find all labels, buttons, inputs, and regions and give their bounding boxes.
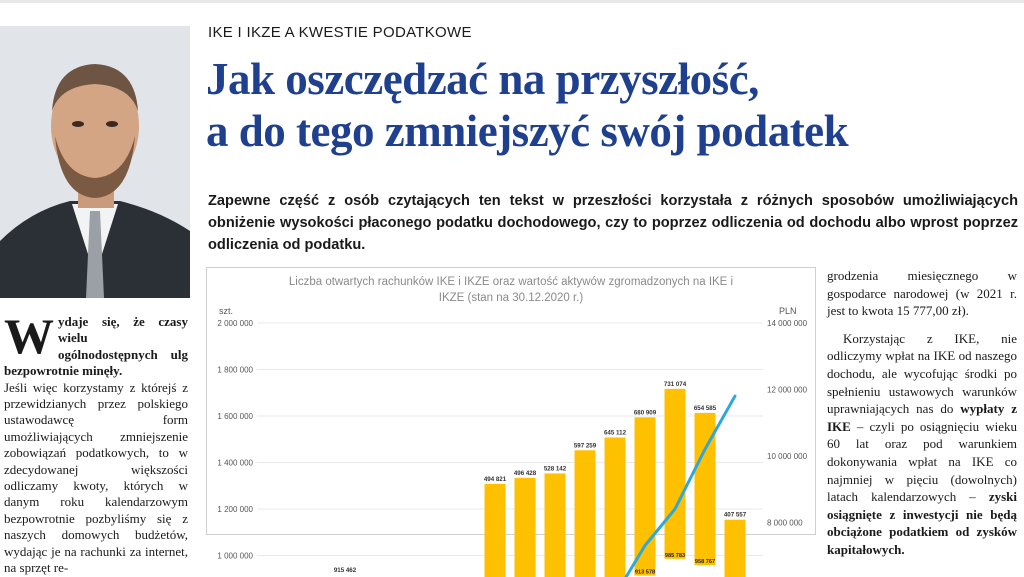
bar-ikze-label: 407 557 <box>723 511 747 519</box>
left-body-text: Jeśli więc korzystamy z którejś z przewidzianych przez polskiego ustawodawcę form umożliwiających zmniejszenie zobowiązań podatkowych, to w zdecydowanej większości odliczamy kwoty, których w danym roku kalendarzowym bezpowrotnie pozbyliśmy się z naszych domowych budżetów, wydając je na rachunki za internet, na sprzęt re- <box>4 379 188 576</box>
bar-ikze <box>485 484 506 577</box>
bar-ikze-label: 597 259 <box>573 442 597 450</box>
section-label: IKE I IKZE A KWESTIE PODATKOWE <box>208 24 472 41</box>
right-p2-text-b: – czyli po osiągnięciu wieku 60 lat oraz pod warunkiem dokonywania wpłat na IKE co najmniej w pięciu (dowolnych) latach kalendarzowych – <box>827 418 1017 505</box>
page-top-rule <box>0 0 1024 3</box>
article-headline <box>206 53 1021 157</box>
bar-ikze-label: 645 112 <box>603 429 627 437</box>
y-right-tick: 10 000 000 <box>767 451 808 461</box>
bar-ikze-label: 680 909 <box>633 409 657 417</box>
y-left-tick: 1 800 000 <box>217 365 253 375</box>
right-p2-bold-b: zyski osiągnięte z inwestycji nie będą obciążone podatkiem od zysków kapitałowych. <box>827 489 1017 557</box>
headline-line-2: a do tego zmniejszyć swój podatek <box>206 106 849 156</box>
chart-title-line-2: IKZE (stan na 30.12.2020 r.) <box>438 292 584 304</box>
y-right-unit: PLN <box>779 306 797 316</box>
bar-ikze-label: 528 142 <box>543 465 567 473</box>
article-lede: Zapewne część z osób czytających ten tekst w przeszłości korzystała z różnych sposobów umożliwiających obniżenie wysokości płaconego podatku dochodowego, czy to poprzez odliczenia od dochodu albo wprost poprzez odliczenia od podatku. <box>208 193 1018 253</box>
headline-line-1: Jak oszczędzać na przyszłość, <box>206 54 759 104</box>
lead-sentence: ydaje się, że czasy wielu ogólnodostępnych ulg bezpowrotnie minęły. <box>4 314 188 379</box>
bar-ikze <box>725 520 746 577</box>
drop-cap: W <box>4 308 54 364</box>
y-right-tick: 12 000 000 <box>767 385 808 395</box>
y-left-tick: 1 600 000 <box>217 412 253 421</box>
bar-ike-label: 915 462 <box>333 567 357 575</box>
right-paragraph-2 <box>827 330 1017 559</box>
chart-svg <box>207 268 815 576</box>
right-paragraph-1: grodzenia miesięcznego w gospodarce narodowej (w 2021 r. jest to kwota 15 777,00 zł). <box>827 268 1017 319</box>
bar-ikze <box>635 417 656 575</box>
bar-ikze <box>575 450 596 577</box>
bar-ikze-label: 654 585 <box>693 404 717 412</box>
y-left-tick: 1 200 000 <box>217 505 253 514</box>
bar-ikze <box>605 437 626 577</box>
bar-ikze-label: 496 428 <box>513 469 537 477</box>
right-p2-bold-a: wypłaty z IKE <box>827 401 1017 434</box>
bar-ikze <box>515 478 536 577</box>
bar-ike-label: 985 783 <box>664 552 686 559</box>
y-right-tick: 8 000 000 <box>767 518 803 528</box>
right-column-text <box>827 267 1017 569</box>
right-p2-text-a: Korzystając z IKE, nie odliczymy wpłat na IKE od naszego dochodu, ale wycofując środki po spełnieniu ustawowych warunków uprawniających nas do <box>827 330 1017 417</box>
bar-ikze <box>545 473 566 577</box>
bar-ikze-label: 494 821 <box>483 475 507 483</box>
accounts-chart <box>206 267 816 576</box>
y-left-unit: szt. <box>219 306 234 316</box>
bar-ikze <box>665 389 686 559</box>
chart-title-line-1: Liczba otwartych rachunków IKE i IKZE oraz wartość aktywów zgromadzonych na IKE i <box>288 276 734 288</box>
bar-ike-label: 958 767 <box>694 559 716 566</box>
author-photo <box>0 26 190 298</box>
left-column-text <box>4 308 188 577</box>
y-left-tick: 1 400 000 <box>217 458 253 468</box>
y-left-tick: 2 000 000 <box>217 319 253 328</box>
y-left-tick: 1 000 000 <box>217 551 253 561</box>
bar-ikze-label: 731 074 <box>663 380 687 388</box>
y-right-tick: 14 000 000 <box>767 319 808 328</box>
bar-ike-label: 913 578 <box>634 569 656 576</box>
